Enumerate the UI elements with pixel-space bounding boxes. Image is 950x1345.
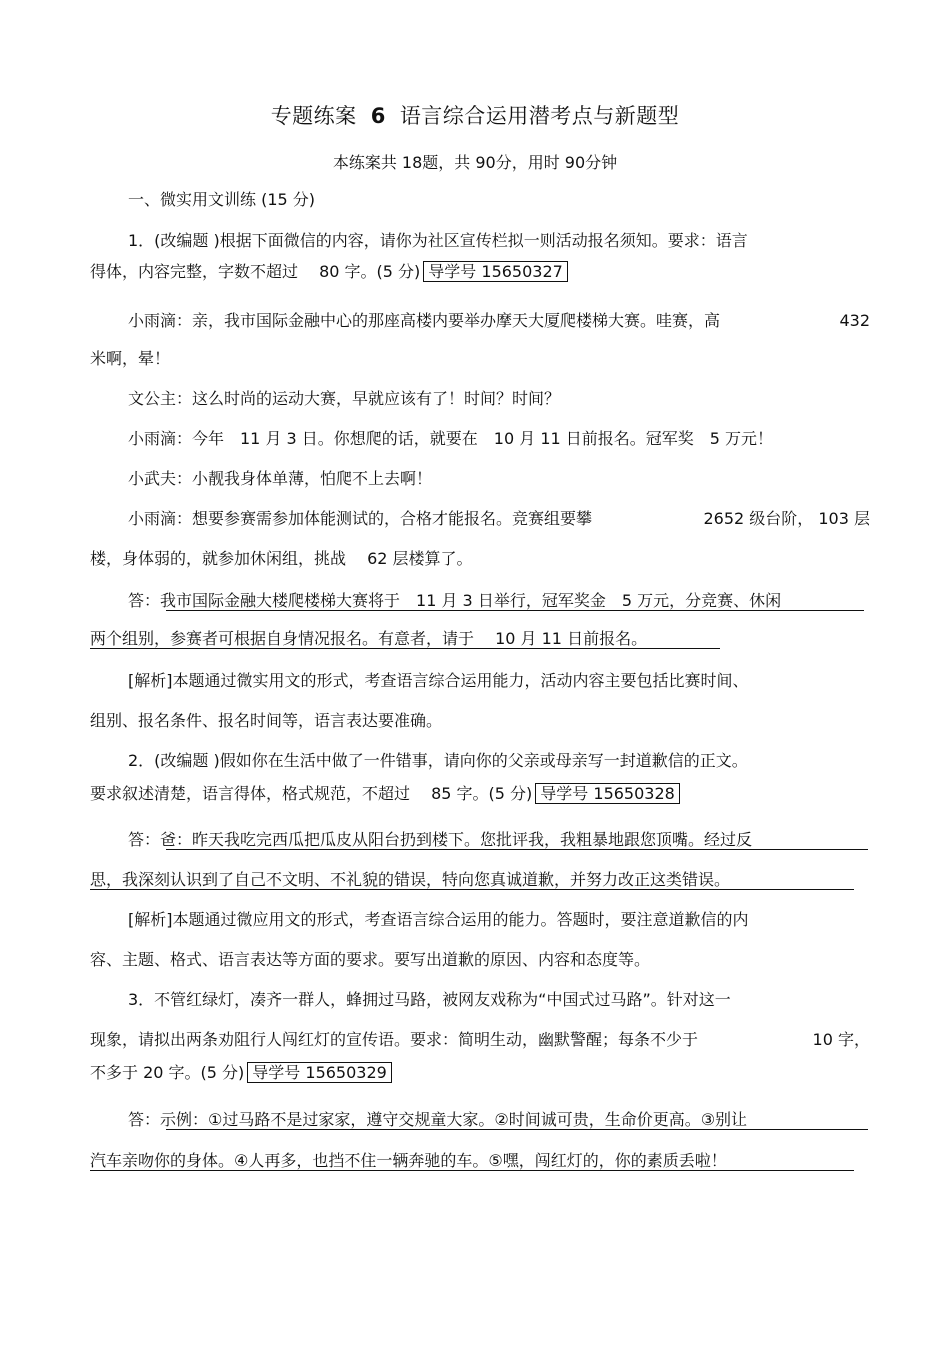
answer-underline bbox=[166, 849, 868, 850]
q3-stem-line-2 bbox=[90, 1028, 870, 1052]
q1-stem-line-1: 1．(改编题 )根据下面微信的内容，请你为社区宣传栏拟一则活动报名须知。要求：语言 bbox=[128, 231, 748, 250]
answer-label: 答： bbox=[128, 1110, 161, 1129]
page-subtitle: 本练案共 18题，共 90分，用时 90分钟 bbox=[332, 153, 618, 172]
q1-chat-line-1 bbox=[128, 309, 870, 333]
q3-stem-tail: 10 字， bbox=[812, 1030, 870, 1049]
q2-stem-line-1: 2．(改编题 )假如你在生活中做了一件错事，请向你的父亲或母亲写一封道歉信的正文。 bbox=[128, 751, 748, 770]
q2-stem-line-2 bbox=[90, 782, 870, 806]
q1-chat-line-7: 楼，身体弱的，就参加休闲组，挑战 62 层楼算了。 bbox=[90, 549, 473, 568]
q2-analysis-line-2: 容、主题、格式、语言表达等方面的要求。要写出道歉的原因、内容和态度等。 bbox=[90, 950, 651, 969]
q1-guide-number: 导学号 15650327 bbox=[423, 261, 568, 282]
title-right: 语言综合运用潜考点与新题型 bbox=[399, 104, 680, 128]
q3-stem-line-3 bbox=[90, 1061, 870, 1085]
q1-chat-line-2: 米啊，晕！ bbox=[90, 349, 171, 368]
q1-chat-line-3: 文公主：这么时尚的运动大赛，早就应该有了！时间？时间？ bbox=[128, 389, 561, 408]
answer-label: 答： bbox=[128, 830, 161, 849]
page-title bbox=[0, 100, 950, 130]
answer-underline bbox=[90, 1170, 854, 1171]
q3-answer-line-2: 汽车亲吻你的身体。④人再多，也挡不住一辆奔驰的车。⑤嘿，闯红灯的，你的素质丢啦！ bbox=[90, 1151, 727, 1170]
q3-guide-number: 导学号 15650329 bbox=[247, 1062, 392, 1083]
q1-analysis-line-2: 组别、报名条件、报名时间等，语言表达要准确。 bbox=[90, 711, 443, 730]
answer-underline bbox=[166, 610, 864, 611]
chat-text: 小雨滴：想要参赛需参加体能测试的，合格才能报名。竞赛组要攀 bbox=[128, 509, 593, 528]
q3-stem-text: 现象，请拟出两条劝阻行人闯红灯的宣传语。要求：简明生动，幽默警醒；每条不少于 bbox=[90, 1030, 699, 1049]
q1-chat-line-6 bbox=[128, 507, 870, 531]
title-left: 专题练案 bbox=[270, 104, 357, 128]
answer-label: 答： bbox=[128, 591, 161, 610]
answer-text: 示例：①过马路不是过家家，遵守交规童大家。②时间诚可贵，生命价更高。③别让 bbox=[160, 1110, 748, 1129]
q1-stem-text: 得体，内容完整，字数不超过 80 字。(5 分) bbox=[90, 262, 421, 281]
q1-chat-line-4: 小雨滴：今年 11 月 3 日。你想爬的话，就要在 10 月 11 日前报名。冠军奖 5 万元！ bbox=[128, 429, 774, 448]
chat-text: 小雨滴：亲，我市国际金融中心的那座高楼内要举办摩天大厦爬楼梯大赛。哇赛，高 bbox=[128, 311, 721, 330]
answer-underline bbox=[90, 648, 720, 649]
q2-stem-text: 要求叙述清楚，语言得体，格式规范，不超过 85 字。(5 分) bbox=[90, 784, 533, 803]
q1-answer-line-2: 两个组别，参赛者可根据自身情况报名。有意者，请于 10 月 11 日前报名。 bbox=[90, 629, 648, 648]
answer-text: 爸：昨天我吃完西瓜把瓜皮从阳台扔到楼下。您批评我，我粗暴地跟您顶嘴。经过反 bbox=[160, 830, 753, 849]
chat-text-tail: 2652 级台阶， 103 层 bbox=[703, 509, 870, 528]
q2-analysis-line-1: [解析]本题通过微应用文的形式，考查语言综合运用的能力。答题时，要注意道歉信的内 bbox=[128, 910, 749, 929]
q1-stem-line-2 bbox=[90, 260, 870, 284]
q3-stem-text: 不多于 20 字。(5 分) bbox=[90, 1063, 245, 1082]
q2-answer-line-2: 思，我深刻认识到了自己不文明、不礼貌的错误，特向您真诚道歉，并努力改正这类错误。 bbox=[90, 870, 731, 889]
title-number: 6 bbox=[370, 104, 386, 128]
chat-text-number: 432 bbox=[839, 311, 870, 330]
q3-stem-line-1: 3．不管红绿灯，凑齐一群人，蜂拥过马路，被网友戏称为“中国式过马路”。针对这一 bbox=[128, 990, 731, 1009]
answer-underline bbox=[90, 889, 854, 890]
q2-guide-number: 导学号 15650328 bbox=[535, 783, 680, 804]
answer-underline bbox=[166, 1129, 868, 1130]
section-heading: 一、微实用文训练 (15 分) bbox=[128, 190, 316, 209]
q1-analysis-line-1: [解析]本题通过微实用文的形式，考查语言综合运用能力，活动内容主要包括比赛时间、 bbox=[128, 671, 749, 690]
q1-chat-line-5: 小武夫：小靓我身体单薄，怕爬不上去啊！ bbox=[128, 469, 433, 488]
answer-text: 我市国际金融大楼爬楼梯大赛将于 11 月 3 日举行，冠军奖金 5 万元，分竞赛、休闲 bbox=[160, 591, 782, 610]
